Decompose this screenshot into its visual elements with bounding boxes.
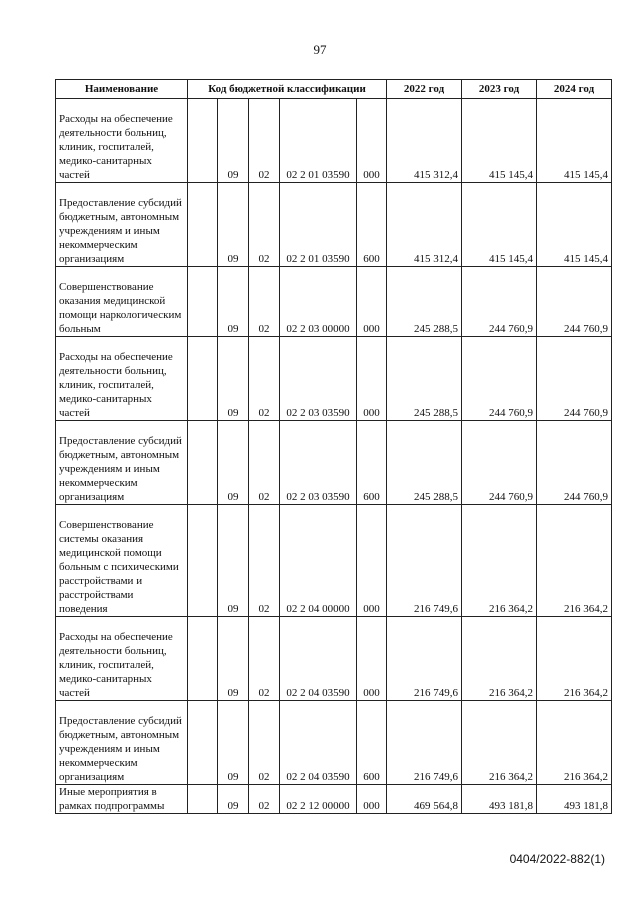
row-value-2023: 415 145,4 [462, 99, 537, 183]
row-code-target: 02 2 12 00000 [280, 785, 357, 814]
row-code-target: 02 2 03 03590 [280, 421, 357, 505]
row-code-section: 09 [218, 99, 249, 183]
row-code-spacer [188, 505, 218, 617]
row-code-target: 02 2 01 03590 [280, 183, 357, 267]
row-code-type: 000 [357, 99, 387, 183]
row-code-target: 02 2 03 03590 [280, 337, 357, 421]
row-code-section: 09 [218, 701, 249, 785]
row-code-spacer [188, 337, 218, 421]
row-value-2023: 216 364,2 [462, 617, 537, 701]
row-code-subsection: 02 [249, 267, 280, 337]
row-code-target: 02 2 03 00000 [280, 267, 357, 337]
row-name: Предоставление субсидий бюджетным, автономным учреждениям и иным некоммерческим организациям [56, 183, 188, 267]
row-code-spacer [188, 617, 218, 701]
row-value-2024: 415 145,4 [537, 99, 612, 183]
row-value-2023: 216 364,2 [462, 505, 537, 617]
row-code-target: 02 2 04 03590 [280, 701, 357, 785]
header-name: Наименование [56, 80, 188, 99]
row-code-type: 000 [357, 337, 387, 421]
row-code-spacer [188, 701, 218, 785]
row-name: Расходы на обеспечение деятельности больниц, клиник, госпиталей, медико-санитарных частей [56, 617, 188, 701]
row-value-2023: 244 760,9 [462, 337, 537, 421]
row-value-2022: 245 288,5 [387, 267, 462, 337]
row-name: Расходы на обеспечение деятельности больниц, клиник, госпиталей, медико-санитарных частей [56, 99, 188, 183]
row-value-2022: 216 749,6 [387, 617, 462, 701]
header-row [56, 80, 612, 99]
row-code-target: 02 2 01 03590 [280, 99, 357, 183]
table-row [56, 785, 612, 814]
row-value-2022: 469 564,8 [387, 785, 462, 814]
row-code-type: 600 [357, 421, 387, 505]
row-code-section: 09 [218, 617, 249, 701]
table-row [56, 701, 612, 785]
row-value-2024: 216 364,2 [537, 505, 612, 617]
row-value-2023: 493 181,8 [462, 785, 537, 814]
row-code-subsection: 02 [249, 337, 280, 421]
row-code-subsection: 02 [249, 701, 280, 785]
row-code-section: 09 [218, 785, 249, 814]
table-row [56, 421, 612, 505]
header-2022: 2022 год [387, 80, 462, 99]
row-code-spacer [188, 421, 218, 505]
row-code-section: 09 [218, 267, 249, 337]
row-code-subsection: 02 [249, 785, 280, 814]
row-value-2022: 415 312,4 [387, 99, 462, 183]
row-name: Расходы на обеспечение деятельности больниц, клиник, госпиталей, медико-санитарных частей [56, 337, 188, 421]
row-value-2022: 415 312,4 [387, 183, 462, 267]
row-code-target: 02 2 04 03590 [280, 617, 357, 701]
row-code-target: 02 2 04 00000 [280, 505, 357, 617]
row-value-2024: 216 364,2 [537, 617, 612, 701]
row-code-type: 600 [357, 701, 387, 785]
row-value-2023: 216 364,2 [462, 701, 537, 785]
row-name: Совершенствование оказания медицинской помощи наркологическим больным [56, 267, 188, 337]
row-code-type: 000 [357, 617, 387, 701]
header-code: Код бюджетной классификации [188, 80, 387, 99]
row-code-section: 09 [218, 421, 249, 505]
table-row [56, 505, 612, 617]
row-name: Предоставление субсидий бюджетным, автономным учреждениям и иным некоммерческим организациям [56, 421, 188, 505]
row-code-spacer [188, 183, 218, 267]
row-code-type: 600 [357, 183, 387, 267]
row-code-type: 000 [357, 785, 387, 814]
table-row [56, 617, 612, 701]
row-value-2024: 493 181,8 [537, 785, 612, 814]
row-code-section: 09 [218, 505, 249, 617]
row-code-spacer [188, 785, 218, 814]
row-value-2023: 244 760,9 [462, 421, 537, 505]
row-value-2023: 415 145,4 [462, 183, 537, 267]
row-value-2024: 415 145,4 [537, 183, 612, 267]
row-code-subsection: 02 [249, 505, 280, 617]
header-2024: 2024 год [537, 80, 612, 99]
page-number: 97 [313, 42, 327, 57]
row-value-2024: 244 760,9 [537, 267, 612, 337]
row-code-spacer [188, 99, 218, 183]
row-name: Предоставление субсидий бюджетным, автономным учреждениям и иным некоммерческим организациям [56, 701, 188, 785]
row-name: Иные мероприятия в рамках подпрограммы [56, 785, 188, 814]
row-code-subsection: 02 [249, 99, 280, 183]
header-2023: 2023 год [462, 80, 537, 99]
row-value-2024: 216 364,2 [537, 701, 612, 785]
row-code-section: 09 [218, 337, 249, 421]
row-code-subsection: 02 [249, 183, 280, 267]
row-value-2024: 244 760,9 [537, 337, 612, 421]
row-code-type: 000 [357, 505, 387, 617]
row-value-2024: 244 760,9 [537, 421, 612, 505]
table-row [56, 99, 612, 183]
row-value-2022: 216 749,6 [387, 505, 462, 617]
row-value-2022: 245 288,5 [387, 421, 462, 505]
row-value-2023: 244 760,9 [462, 267, 537, 337]
row-code-subsection: 02 [249, 617, 280, 701]
row-code-section: 09 [218, 183, 249, 267]
row-code-subsection: 02 [249, 421, 280, 505]
table-row [56, 183, 612, 267]
row-value-2022: 245 288,5 [387, 337, 462, 421]
row-value-2022: 216 749,6 [387, 701, 462, 785]
row-code-spacer [188, 267, 218, 337]
row-name: Совершенствование системы оказания медицинской помощи больным с психическими расстройствами и расстройствами поведения [56, 505, 188, 617]
table-row [56, 337, 612, 421]
document-code: 0404/2022-882(1) [509, 852, 605, 866]
row-code-type: 000 [357, 267, 387, 337]
table-row [56, 267, 612, 337]
budget-table [55, 79, 612, 814]
